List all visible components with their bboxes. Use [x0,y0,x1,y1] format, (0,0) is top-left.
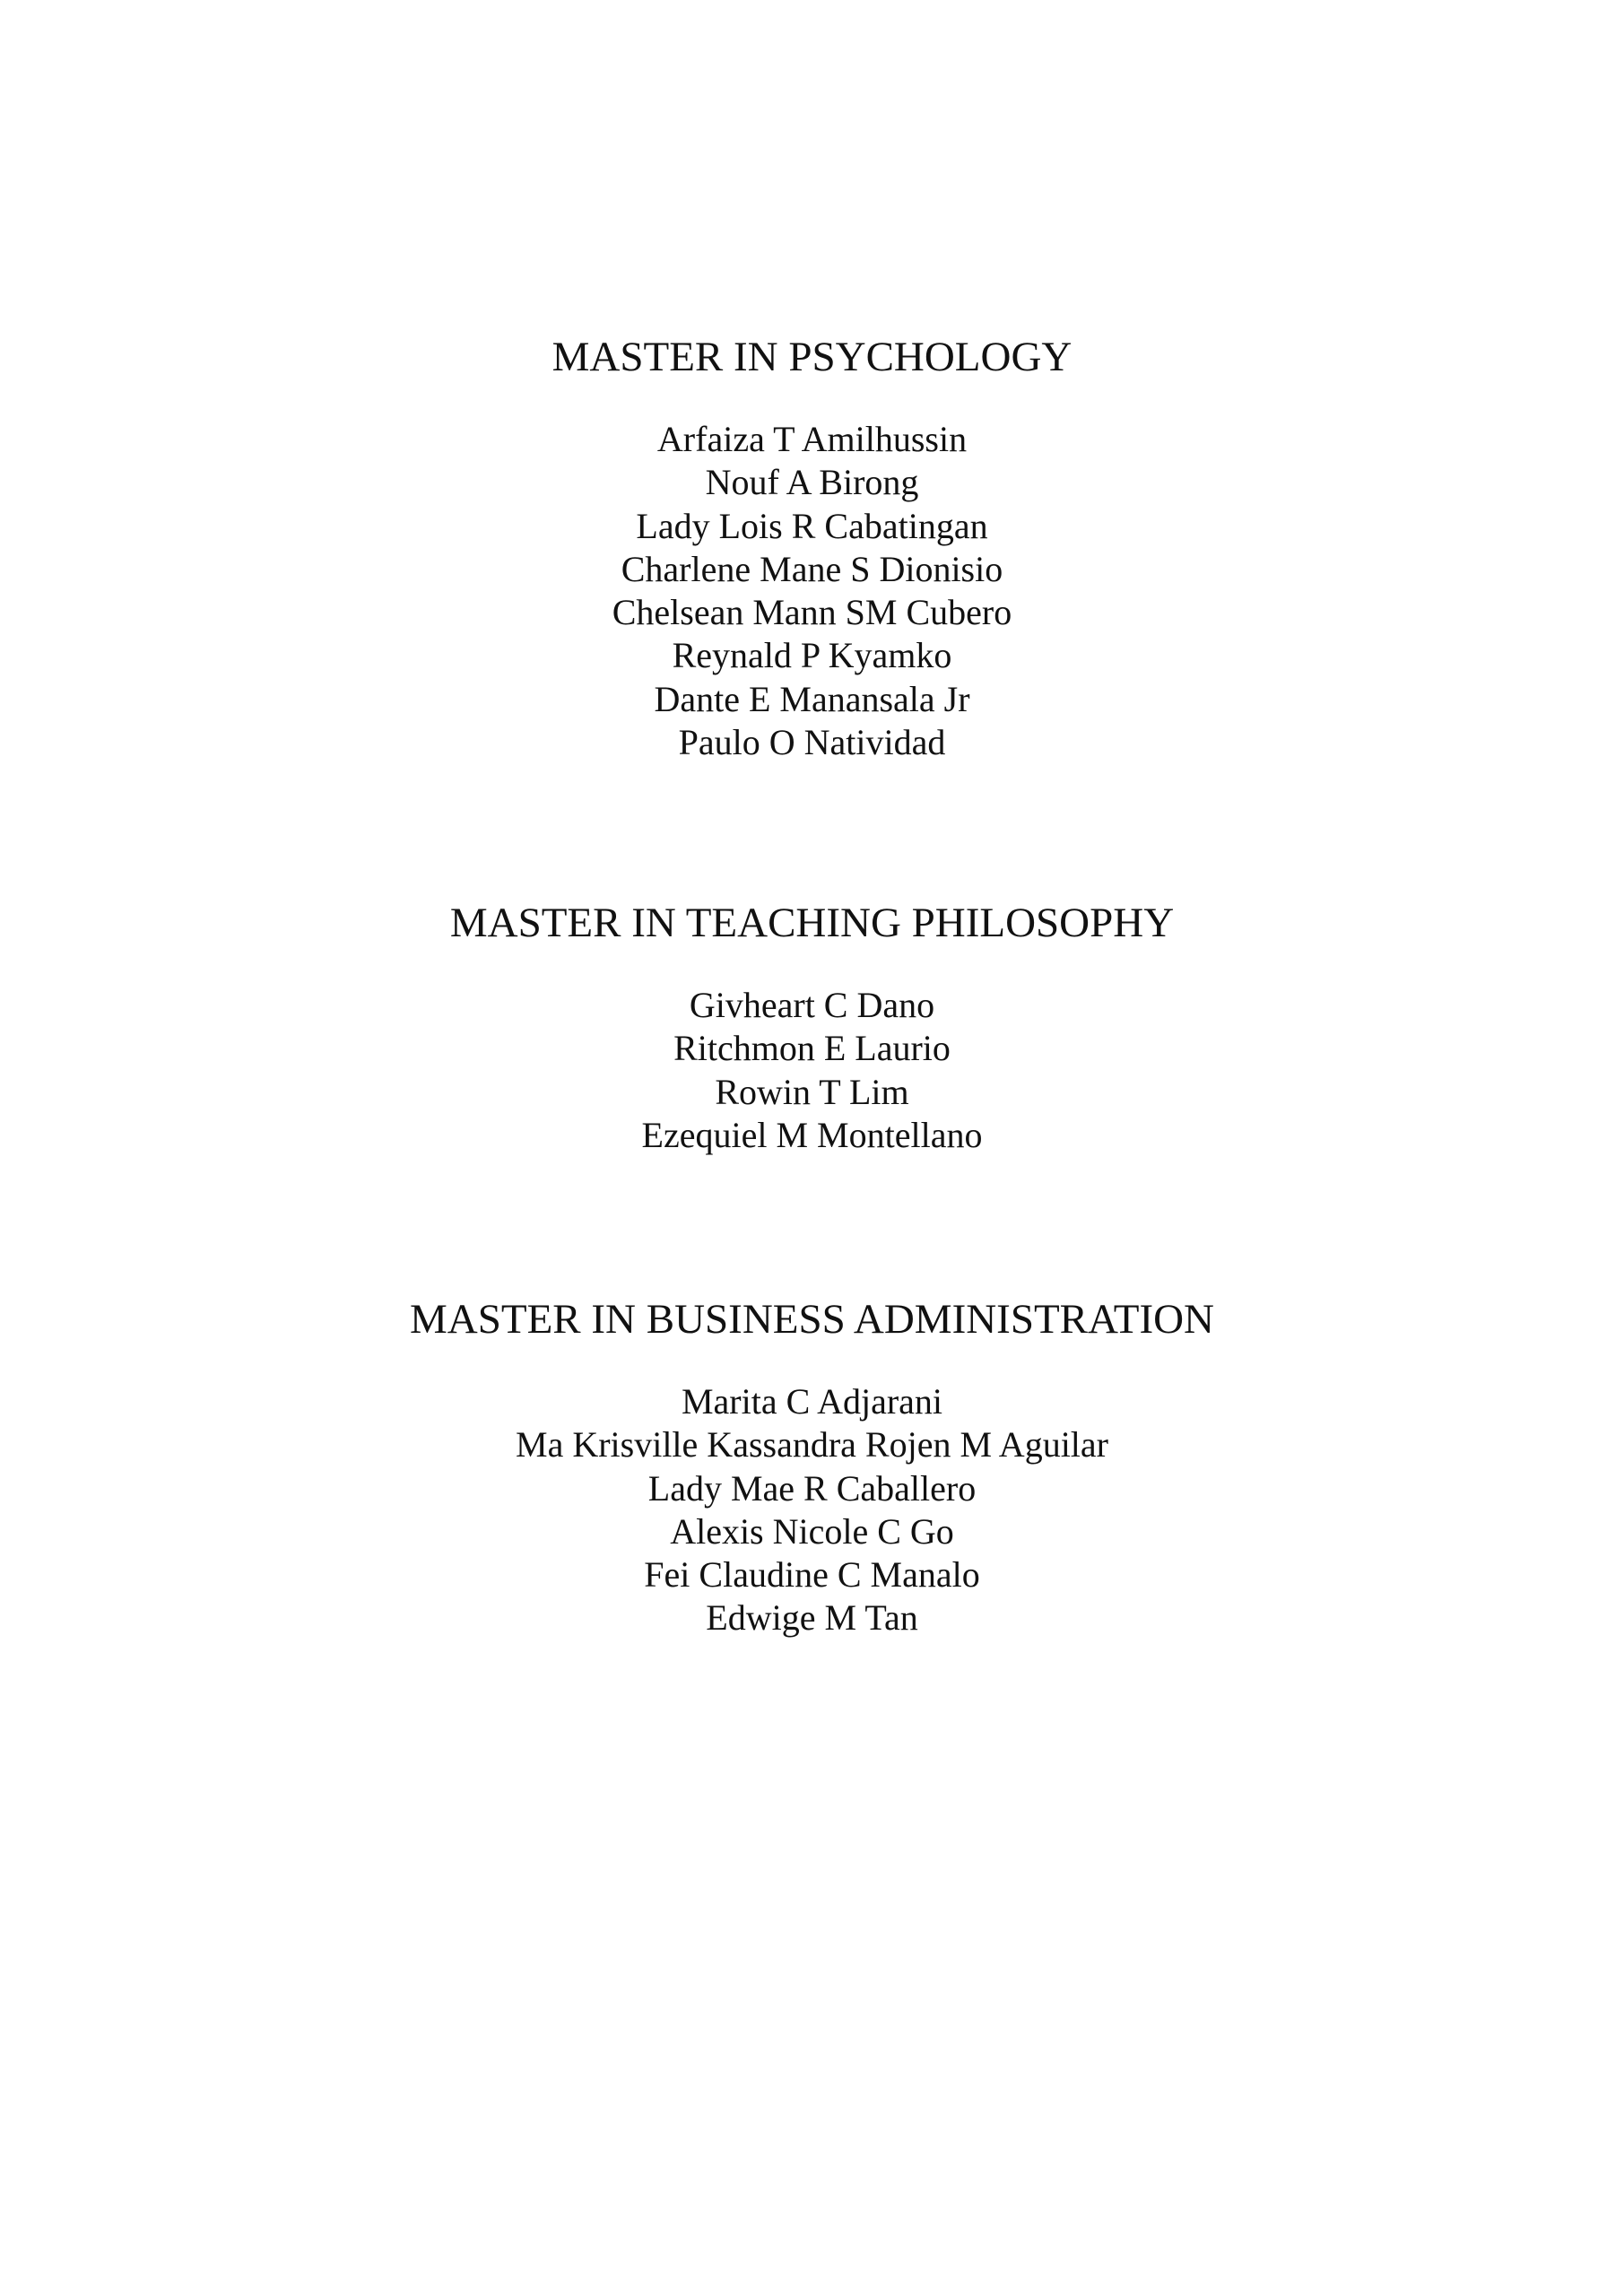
section-title: MASTER IN PSYCHOLOGY [551,334,1073,380]
section-master-in-psychology [0,332,1624,764]
graduate-name: Fei Claudine C Manalo [644,1554,980,1596]
section-master-in-teaching-philosophy [0,898,1624,1157]
graduate-name: Rowin T Lim [715,1071,909,1112]
graduate-name: Givheart C Dano [689,985,935,1025]
graduate-name: Reynald P Kyamko [672,635,952,676]
graduate-name: Lady Lois R Cabatingan [636,505,988,546]
graduate-name: Chelsean Mann SM Cubero [612,592,1012,633]
graduate-name: Arfaiza T Amilhussin [656,419,968,459]
section-master-in-business-administration [0,1294,1624,1640]
graduate-name-list [0,1380,1624,1640]
graduate-name: Nouf A Birong [705,462,919,503]
graduate-name-list [0,418,1624,764]
graduate-name: Paulo O Natividad [678,722,946,763]
graduate-name: Dante E Manansala Jr [654,678,970,719]
section-title: MASTER IN BUSINESS ADMINISTRATION [410,1296,1214,1343]
graduate-name: Edwige M Tan [706,1597,918,1639]
graduate-name: Ezequiel M Montellano [641,1114,983,1155]
graduate-name-list [0,984,1624,1157]
graduate-name: Alexis Nicole C Go [670,1510,954,1552]
graduate-name: Charlene Mane S Dionisio [621,548,1003,589]
graduate-name: Ma Krisville Kassandra Rojen M Aguilar [516,1424,1108,1465]
graduate-name: Marita C Adjarani [681,1381,943,1422]
section-title: MASTER IN TEACHING PHILOSOPHY [449,900,1175,946]
graduate-name: Lady Mae R Caballero [647,1467,977,1509]
graduate-name: Ritchmon E Laurio [673,1028,951,1069]
